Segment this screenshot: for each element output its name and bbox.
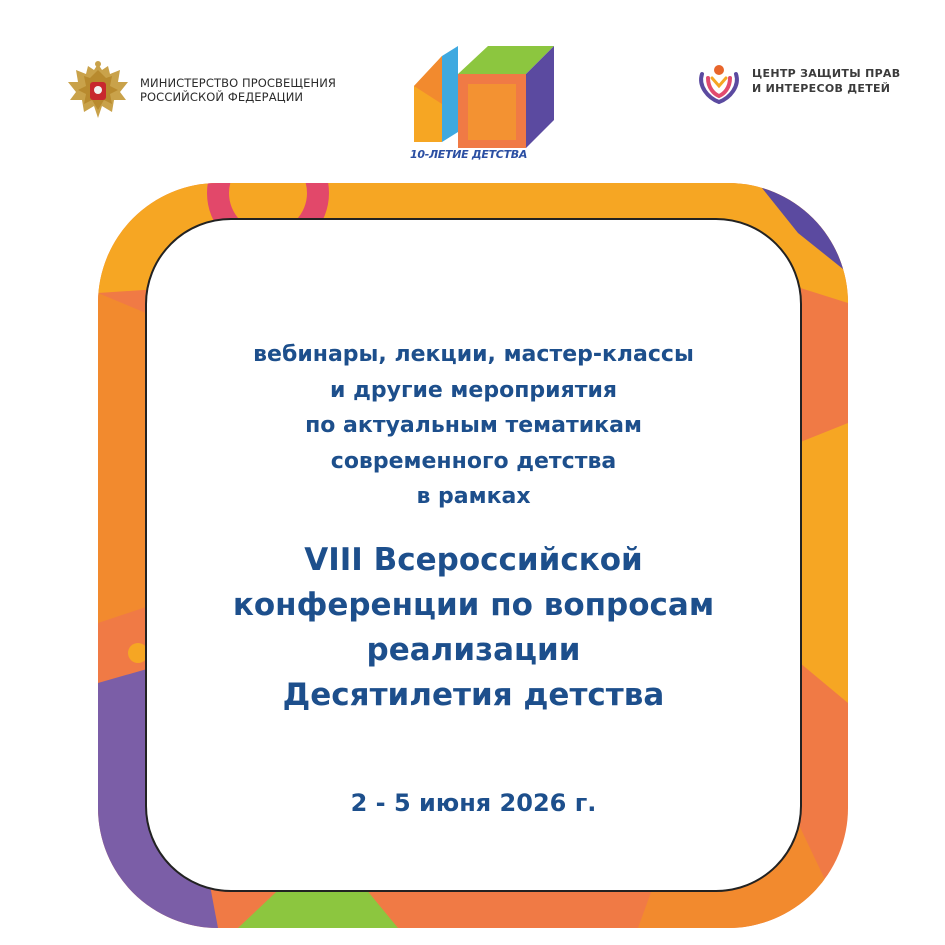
- event-dates: 2 - 5 июня 2026 г.: [350, 789, 597, 817]
- conference-title: [147, 538, 800, 718]
- intro-text: [147, 337, 800, 515]
- center-name-line-2: И ИНТЕРЕСОВ ДЕТЕЙ: [752, 82, 891, 95]
- intro-line: современного детства: [330, 448, 617, 474]
- emblem-icon: [62, 56, 134, 124]
- conference-line: Десятилетия детства: [282, 677, 665, 713]
- decade-logo: [404, 44, 560, 166]
- ministry-name-line-2: РОССИЙСКОЙ ФЕДЕРАЦИИ: [140, 90, 304, 104]
- child-rights-center-logo: [694, 56, 924, 106]
- intro-line: по актуальным тематикам: [305, 413, 642, 438]
- decade-caption: 10-ЛЕТИЕ ДЕТСТВА: [410, 148, 528, 161]
- conference-line: VIII Всероссийской: [304, 542, 643, 578]
- heart-hands-icon: [694, 56, 744, 106]
- content-card: [145, 218, 802, 892]
- intro-line: вебинары, лекции, мастер-классы: [253, 342, 694, 367]
- center-name-line-1: ЦЕНТР ЗАЩИТЫ ПРАВ: [752, 67, 901, 80]
- decade-cube-logo: [404, 44, 560, 156]
- intro-line: в рамках: [416, 484, 531, 509]
- ministry-name-line-1: МИНИСТЕРСТВО ПРОСВЕЩЕНИЯ: [140, 76, 336, 90]
- conference-line: реализации: [366, 632, 581, 668]
- ministry-logo: [62, 56, 362, 124]
- conference-line: конференции по вопросам: [232, 587, 715, 623]
- intro-line: и другие мероприятия: [330, 377, 617, 403]
